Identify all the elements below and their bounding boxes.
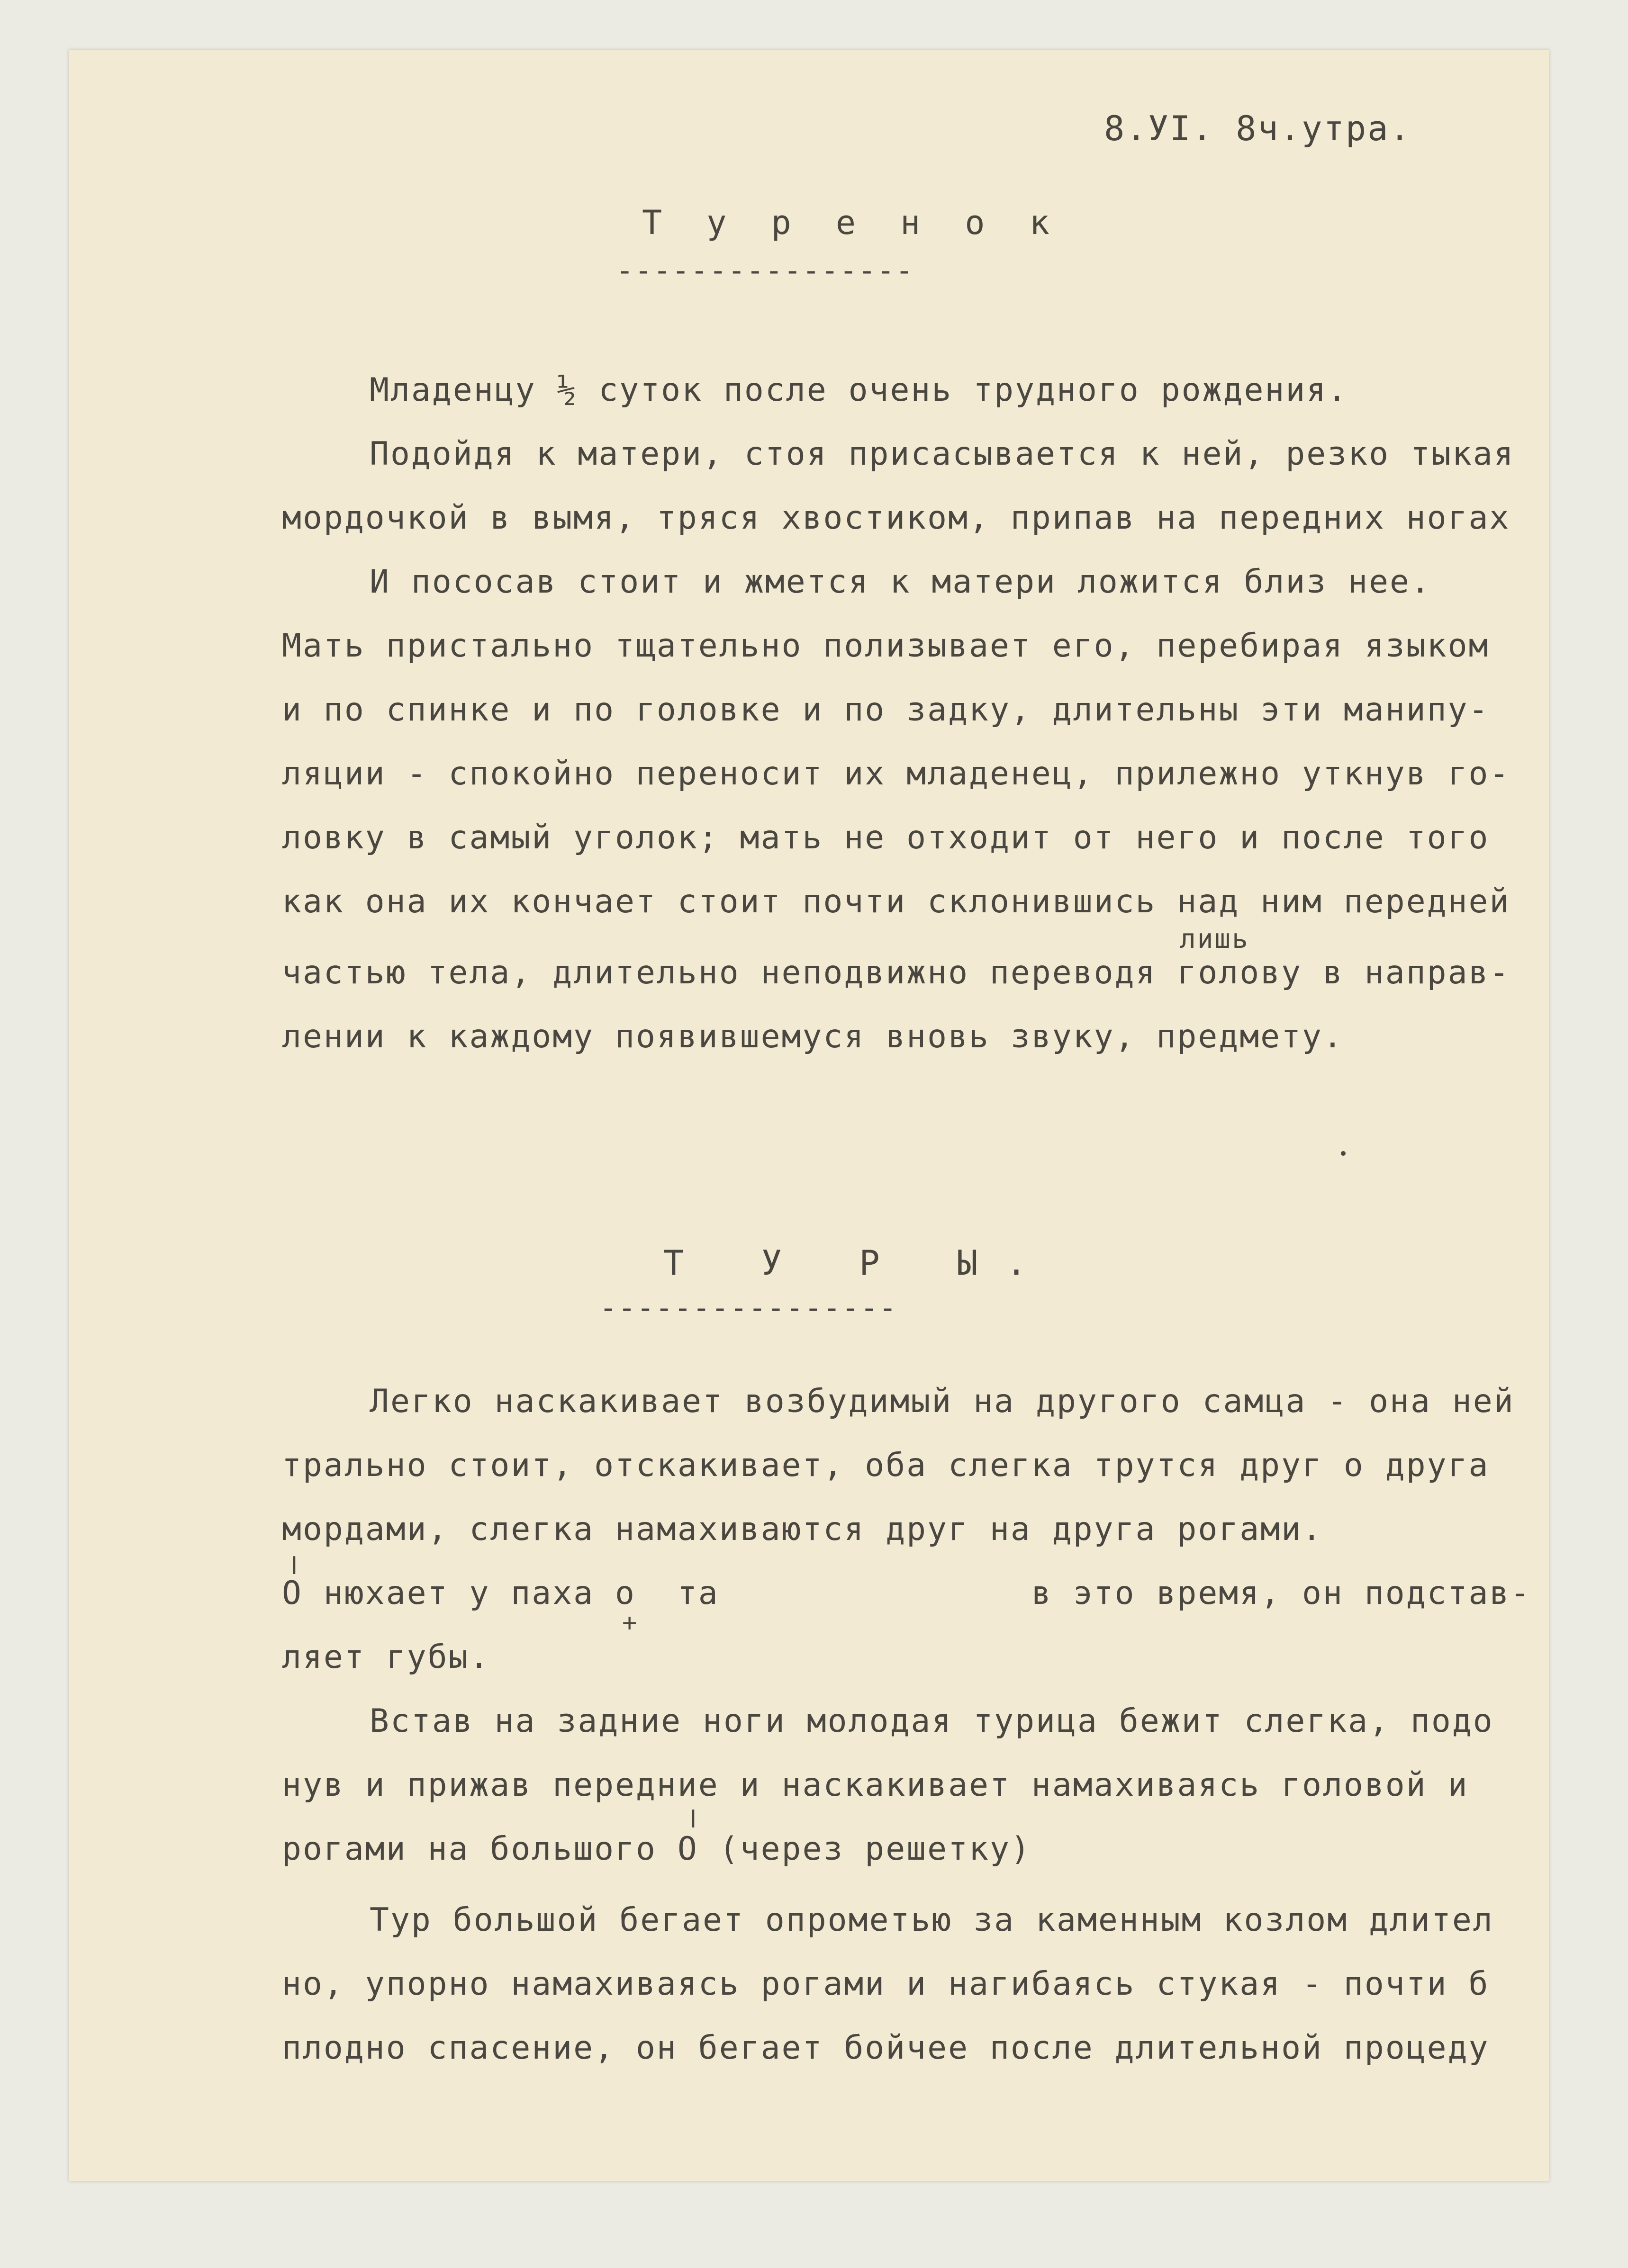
text-line: лении к каждому появившемуся вновь звуку, предмету.: [282, 1018, 1344, 1055]
text-line: Встав на задние ноги молодая турица бежит слегка, подо: [370, 1702, 1494, 1740]
handwritten-insertion: лишь: [1180, 924, 1249, 954]
ink-dot: [1341, 1151, 1346, 1156]
text-line: нув и прижав передние и наскакивает намахиваясь головой и: [282, 1766, 1469, 1804]
text-line: О нюхает у паха о та в это время, он подстав-: [282, 1575, 1531, 1612]
section-title-tury: Т У Р Ы.: [663, 1243, 1055, 1283]
text-line: Тур большой бегает опрометью за каменным козлом длител: [370, 1901, 1494, 1939]
text-line: рогами на большого О (через решетку): [282, 1830, 1031, 1868]
text-line: Легко наскакивает возбудимый на другого самца - она ней: [370, 1383, 1515, 1420]
text-line: трально стоит, отскакивает, оба слегка трутся друг о друга: [282, 1447, 1490, 1484]
text-line: ляции - спокойно переносит их младенец, прилежно уткнув го-: [282, 755, 1510, 792]
text-line: Младенцу ½ суток после очень трудного рождения.: [370, 371, 1348, 409]
text-line: ловку в самый уголок; мать не отходит от него и после того: [282, 819, 1490, 856]
text-line: частью тела, длительно неподвижно переводя голову в направ-: [282, 954, 1510, 991]
text-line: Подойдя к матери, стоя присасывается к ней, резко тыкая: [370, 435, 1515, 473]
text-line: как она их кончает стоит почти склонившись над ним передней: [282, 883, 1510, 920]
text-line: но, упорно намахиваясь рогами и нагибаясь стукая - почти б: [282, 1965, 1490, 2003]
section-title-turenok: Т у р е н о к: [642, 203, 1062, 242]
document-date: 8.УI. 8ч.утра.: [1104, 108, 1411, 148]
text-line: и по спинке и по головке и по задку, длительны эти манипу-: [282, 691, 1490, 729]
male-symbol-mark: ǀ: [287, 1552, 302, 1580]
text-line: ляет губы.: [282, 1638, 490, 1676]
text-line: плодно спасение, он бегает бойчее после длительной процеду: [282, 2029, 1490, 2067]
title-underline: ----------------: [599, 1290, 898, 1325]
title-underline: ----------------: [616, 253, 914, 288]
male-symbol-mark: ǀ: [686, 1805, 701, 1834]
text-line: мордочкой в вымя, тряся хвостиком, припав на передних ногах: [282, 499, 1510, 537]
text-line: Мать пристально тщательно полизывает его, перебирая языком: [282, 627, 1490, 665]
text-line: мордами, слегка намахиваются друг на друга рогами.: [282, 1511, 1323, 1548]
text-line: И пососав стоит и жмется к матери ложится близ нее.: [370, 563, 1431, 601]
female-symbol-mark: +: [622, 1609, 637, 1637]
